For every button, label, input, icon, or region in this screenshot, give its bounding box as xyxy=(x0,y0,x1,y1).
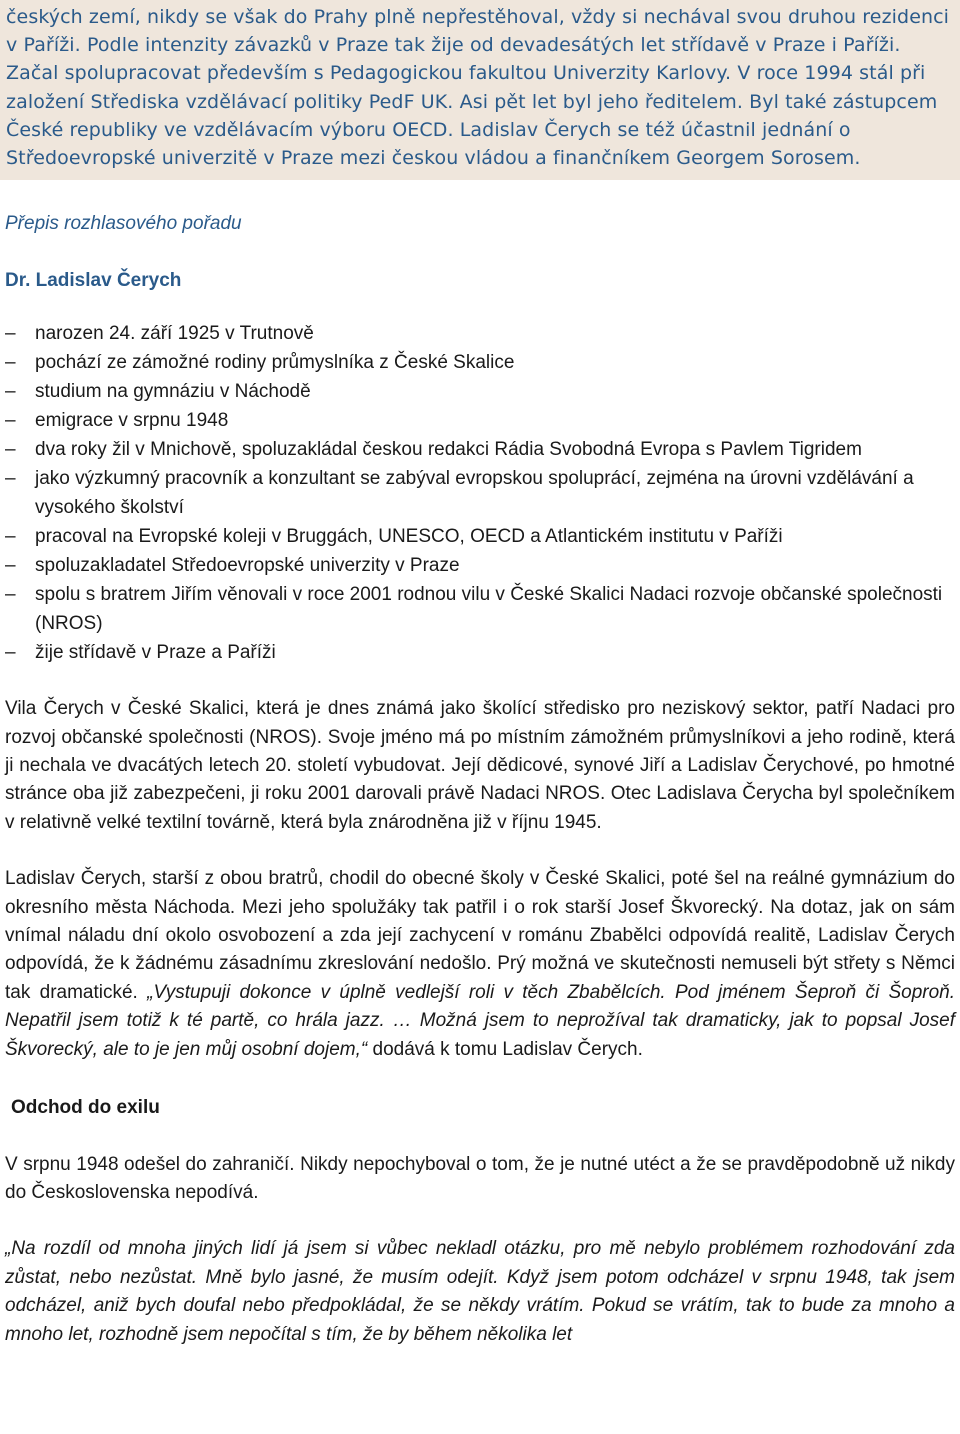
dash-icon: – xyxy=(5,555,16,577)
section-heading-exile: Odchod do exilu xyxy=(11,1097,160,1119)
dash-icon: – xyxy=(5,352,16,374)
bio-item: – spoluzakladatel Středoevropské univerzity v Praze xyxy=(5,551,955,580)
dash-icon: – xyxy=(5,439,16,461)
document-body xyxy=(0,210,960,1349)
bio-item: – žije střídavě v Praze a Paříži xyxy=(5,638,955,667)
dash-icon: – xyxy=(5,526,16,548)
dash-icon: – xyxy=(5,410,16,432)
intro-box xyxy=(0,0,960,180)
intro-text: českých zemí, nikdy se však do Prahy plně nepřestěhoval, vždy si nechával svou druhou rezidenci v Paříži. Podle intenzity závazků v Praze tak žije od devadesátých let střídavě v Praze i Paříži. Začal spolupracovat především s Pedagogickou fakultou Univerzity Karlovy. V roce 1994 stál při založení Střediska vzdělávací politiky PedF UK. Asi pět let byl jeho ředitelem. Byl také zástupcem České republiky ve vzdělávacím výboru OECD. Ladislav Čerych se též účastnil jednání o Středoevropské univerzitě v Praze mezi českou vládou a finančníkem Georgem Sorosem. xyxy=(6,6,950,170)
transcript-label: Přepis rozhlasového pořadu xyxy=(5,213,242,234)
bio-list xyxy=(5,319,955,667)
bio-item: – jako výzkumný pracovník a konzultant se zabýval evropskou spoluprácí, zejména na úrovni vzdělávání a vysokého školství xyxy=(5,464,955,522)
dash-icon: – xyxy=(5,468,16,490)
bio-item: – narozen 24. září 1925 v Trutnově xyxy=(5,319,955,348)
bio-item: – spolu s bratrem Jiřím věnovali v roce 2001 rodnou vilu v České Skalici Nadaci rozvoje občanské společnosti (NROS) xyxy=(5,580,955,638)
bio-item: – emigrace v srpnu 1948 xyxy=(5,406,955,435)
bio-item: – pochází ze zámožné rodiny průmyslníka z České Skalice xyxy=(5,348,955,377)
dash-icon: – xyxy=(5,642,16,664)
dash-icon: – xyxy=(5,381,16,403)
person-name: Dr. Ladislav Čerych xyxy=(5,269,182,291)
bio-item: – studium na gymnáziu v Náchodě xyxy=(5,377,955,406)
bio-item: – pracoval na Evropské koleji v Bruggách, UNESCO, OECD a Atlantickém institutu v Paříži xyxy=(5,522,955,551)
dash-icon: – xyxy=(5,323,16,345)
bio-item: – dva roky žil v Mnichově, spoluzakládal českou redakci Rádia Svobodná Evropa s Pavlem Tigridem xyxy=(5,435,955,464)
quote-exile: „Na rozdíl od mnoha jiných lidí já jsem si vůbec nekladl otázku, pro mě nebylo problémem rozhodování zda zůstat, nebo nezůstat. Mně bylo jasné, že musím odejít. Když jsem potom odcházel v srpnu 1948, tak jsem odcházel, aniž bych doufal nebo předpokládal, že se někdy vrátím. Pokud se vrátím, tak to bude za mnoho a mnoho let, rozhodně jsem nepočítal s tím, že by během několika let xyxy=(5,1238,955,1345)
paragraph-exile: V srpnu 1948 odešel do zahraničí. Nikdy nepochyboval o tom, že je nutné utéct a že se pravděpodobně už nikdy do Československa nepodívá. xyxy=(5,1153,955,1204)
dash-icon: – xyxy=(5,584,16,606)
paragraph-vila: Vila Čerych v České Skalici, která je dnes známá jako školící středisko pro neziskový sektor, patří Nadaci pro rozvoj občanské společnosti (NROS). Svoje jméno má po místním zámožném průmyslníkovi a jeho rodině, která ji nechala ve dvacátých letech 20. století vybudovat. Její dědicové, synové Jiří a Ladislav Čerychové, po hmotné stránce oba již zabezpečeni, ji roku 2001 darovali právě Nadaci NROS. Otec Ladislava Čerycha byl společníkem v relativně velké textilní továrně, která byla znárodněna již v říjnu 1945. xyxy=(5,698,955,833)
paragraph-school: Ladislav Čerych, starší z obou bratrů, chodil do obecné školy v České Skalici, poté šel na reálné gymnázium do okresního města Náchoda. Mezi jeho spolužáky tak patřil i o rok starší Josef Škvorecký. Na dotaz, jak on sám vnímal náladu dní okolo osvobození a zda její zachycení v románu Zbabělci odpovídá realitě, Ladislav Čerych odpovídá, že k žádnému zásadnímu zkreslování nedošlo. Prý možná ve skutečnosti nemuseli být střety s Němci tak dramatické. „Vystupuji dokonce v úplně vedlejší roli v těch Zbabělcích. Pod jménem Šeproň či Šoproň. Nepatřil jsem totiž k té partě, co hrála jazz. … Možná jsem to neprožíval tak dramaticky, jak to popsal Josef Škvorecký, ale to je jen můj osobní dojem,“ dodává k tomu Ladislav Čerych. xyxy=(5,868,956,1060)
quote-zbabelci: „Vystupuji dokonce v úplně vedlejší roli v těch Zbabělcích. Pod jménem Šeproň či Šoproň. Nepatřil jsem totiž k té partě, co hrála jazz. … Možná jsem to neprožíval tak dramaticky, jak to popsal Josef Škvorecký, ale to je jen můj osobní dojem,“ xyxy=(5,981,956,1060)
